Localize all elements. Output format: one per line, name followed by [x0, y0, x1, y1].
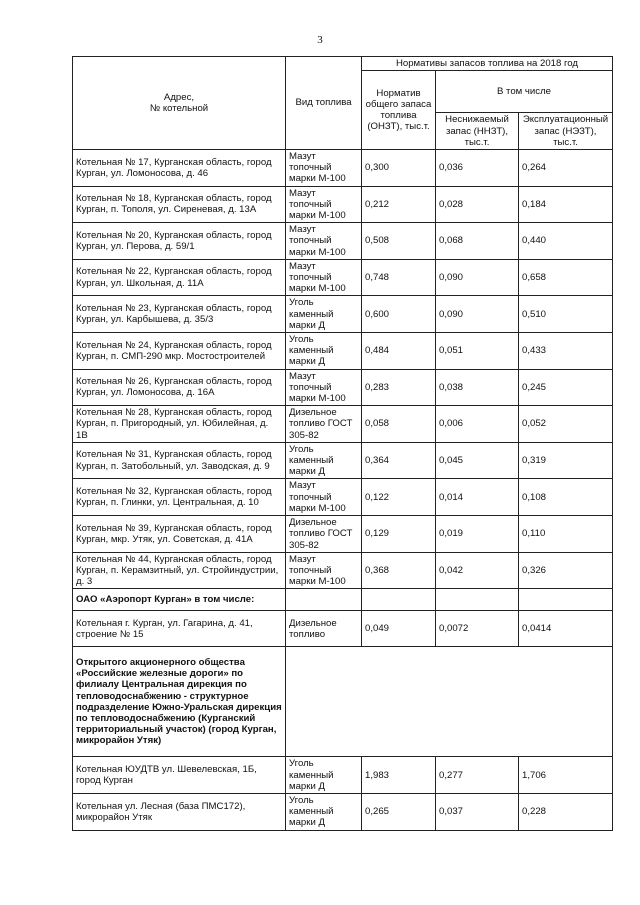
onzt-cell: 0,368 — [362, 552, 436, 589]
empty-cell — [436, 589, 519, 611]
fuel-cell: Уголь каменный марки Д — [286, 333, 362, 370]
address-cell: Котельная № 28, Курганская область, город Курган, п. Пригородный, ул. Юбилейная, д. 1В — [73, 406, 286, 443]
nnzt-cell: 0,277 — [436, 757, 519, 794]
address-cell: Котельная № 31, Курганская область, город Курган, п. Затобольный, ул. Заводская, д. 9 — [73, 442, 286, 479]
nezt-cell: 1,706 — [519, 757, 613, 794]
address-cell: Котельная № 20, Курганская область, город Курган, ул. Перова, д. 59/1 — [73, 223, 286, 260]
fuel-cell: Уголь каменный марки Д — [286, 793, 362, 830]
nezt-cell: 0,510 — [519, 296, 613, 333]
nezt-cell: 0,0414 — [519, 611, 613, 647]
empty-cell — [286, 589, 362, 611]
address-cell: Котельная ул. Лесная (база ПМС172), микрорайон Утяк — [73, 793, 286, 830]
section-row — [73, 589, 613, 611]
table-row — [73, 479, 613, 516]
table-row — [73, 516, 613, 553]
onzt-cell: 0,129 — [362, 516, 436, 553]
nnzt-cell: 0,051 — [436, 333, 519, 370]
nezt-cell: 0,184 — [519, 186, 613, 223]
address-cell: Котельная № 39, Курганская область, город Курган, мкр. Утяк, ул. Советская, д. 41А — [73, 516, 286, 553]
nezt-cell: 0,319 — [519, 442, 613, 479]
nezt-cell: 0,108 — [519, 479, 613, 516]
address-cell: Котельная № 23, Курганская область, город Курган, ул. Карбышева, д. 35/3 — [73, 296, 286, 333]
fuel-cell: Мазут топочный марки М-100 — [286, 552, 362, 589]
address-cell: Котельная № 18, Курганская область, город Курган, п. Тополя, ул. Сиреневая, д. 13А — [73, 186, 286, 223]
nnzt-cell: 0,090 — [436, 296, 519, 333]
section-title-cell: ОАО «Аэропорт Курган» в том числе: — [73, 589, 286, 611]
address-cell: Котельная № 26, Курганская область, город Курган, ул. Ломоносова, д. 16А — [73, 369, 286, 406]
onzt-cell: 0,283 — [362, 369, 436, 406]
table-row — [73, 793, 613, 830]
nezt-cell: 0,110 — [519, 516, 613, 553]
onzt-cell: 0,265 — [362, 793, 436, 830]
fuel-cell: Уголь каменный марки Д — [286, 442, 362, 479]
table-row — [73, 296, 613, 333]
table-row — [73, 186, 613, 223]
fuel-cell: Уголь каменный марки Д — [286, 757, 362, 794]
fuel-cell: Дизельное топливо ГОСТ 305-82 — [286, 516, 362, 553]
address-cell: Котельная № 17, Курганская область, город Курган, ул. Ломоносова, д. 46 — [73, 150, 286, 187]
address-cell: Котельная № 32, Курганская область, город Курган, п. Глинки, ул. Центральная, д. 10 — [73, 479, 286, 516]
nnzt-cell: 0,006 — [436, 406, 519, 443]
nnzt-cell: 0,036 — [436, 150, 519, 187]
nnzt-cell: 0,037 — [436, 793, 519, 830]
table-row — [73, 757, 613, 794]
table-row — [73, 150, 613, 187]
fuel-cell: Дизельное топливо ГОСТ 305-82 — [286, 406, 362, 443]
table-body — [73, 150, 613, 831]
fuel-cell: Мазут топочный марки М-100 — [286, 259, 362, 296]
address-cell: Котельная № 44, Курганская область, город Курган, п. Керамзитный, ул. Стройиндустрии, д. 3 — [73, 552, 286, 589]
table-row — [73, 259, 613, 296]
table-row — [73, 333, 613, 370]
nnzt-cell: 0,019 — [436, 516, 519, 553]
onzt-cell: 0,508 — [362, 223, 436, 260]
header-including: В том числе — [436, 71, 613, 113]
empty-cell — [519, 589, 613, 611]
table-row — [73, 552, 613, 589]
nnzt-cell: 0,0072 — [436, 611, 519, 647]
section-row — [73, 647, 613, 757]
nezt-cell: 0,440 — [519, 223, 613, 260]
table-row — [73, 406, 613, 443]
nnzt-cell: 0,090 — [436, 259, 519, 296]
onzt-cell: 0,600 — [362, 296, 436, 333]
fuel-cell: Мазут топочный марки М-100 — [286, 223, 362, 260]
page-number: 3 — [317, 34, 323, 46]
empty-cell — [362, 589, 436, 611]
nezt-cell: 0,245 — [519, 369, 613, 406]
nnzt-cell: 0,068 — [436, 223, 519, 260]
onzt-cell: 0,212 — [362, 186, 436, 223]
onzt-cell: 1,983 — [362, 757, 436, 794]
fuel-cell: Мазут топочный марки М-100 — [286, 369, 362, 406]
table-row — [73, 611, 613, 647]
nezt-cell: 0,326 — [519, 552, 613, 589]
nezt-cell: 0,433 — [519, 333, 613, 370]
onzt-cell: 0,748 — [362, 259, 436, 296]
nezt-cell: 0,264 — [519, 150, 613, 187]
address-cell: Котельная № 24, Курганская область, город Курган, п. СМП-290 мкр. Мостостроителей — [73, 333, 286, 370]
header-nezt: Эксплуатационный запас (НЭЗТ), тыс.т. — [519, 113, 613, 150]
header-fuel-type: Вид топлива — [286, 57, 362, 150]
section-title-cell: Открытого акционерного общества «Российские железные дороги» по филиалу Центральная дирекция по тепловодоснабжению - структурное подразделение Южно-Уральская дирекция по тепловодоснабжению (Курганский территориальный участок) (город Курган, микрорайон Утяк) — [73, 647, 286, 757]
fuel-cell: Мазут топочный марки М-100 — [286, 150, 362, 187]
address-cell: Котельная г. Курган, ул. Гагарина, д. 41, строение № 15 — [73, 611, 286, 647]
onzt-cell: 0,484 — [362, 333, 436, 370]
header-address: Адрес, № котельной — [73, 57, 286, 150]
onzt-cell: 0,058 — [362, 406, 436, 443]
nnzt-cell: 0,042 — [436, 552, 519, 589]
nnzt-cell: 0,038 — [436, 369, 519, 406]
address-cell: Котельная № 22, Курганская область, город Курган, ул. Школьная, д. 11А — [73, 259, 286, 296]
fuel-cell: Уголь каменный марки Д — [286, 296, 362, 333]
onzt-cell: 0,049 — [362, 611, 436, 647]
nezt-cell: 0,228 — [519, 793, 613, 830]
nnzt-cell: 0,045 — [436, 442, 519, 479]
nezt-cell: 0,658 — [519, 259, 613, 296]
nezt-cell: 0,052 — [519, 406, 613, 443]
onzt-cell: 0,300 — [362, 150, 436, 187]
header-norms-title: Нормативы запасов топлива на 2018 год — [362, 57, 613, 71]
table-row — [73, 369, 613, 406]
header-nnzt: Неснижаемый запас (ННЗТ), тыс.т. — [436, 113, 519, 150]
onzt-cell: 0,122 — [362, 479, 436, 516]
address-cell: Котельная ЮУДТВ ул. Шевелевская, 1Б, город Курган — [73, 757, 286, 794]
nnzt-cell: 0,014 — [436, 479, 519, 516]
table-row — [73, 442, 613, 479]
header-total-onzt: Норматив общего запаса топлива (ОНЗТ), тыс.т. — [362, 71, 436, 150]
fuel-cell: Мазут топочный марки М-100 — [286, 479, 362, 516]
nnzt-cell: 0,028 — [436, 186, 519, 223]
table-row — [73, 223, 613, 260]
fuel-cell: Дизельное топливо — [286, 611, 362, 647]
fuel-cell: Мазут топочный марки М-100 — [286, 186, 362, 223]
onzt-cell: 0,364 — [362, 442, 436, 479]
fuel-norms-table — [72, 56, 613, 831]
empty-merged-cell — [286, 647, 613, 757]
